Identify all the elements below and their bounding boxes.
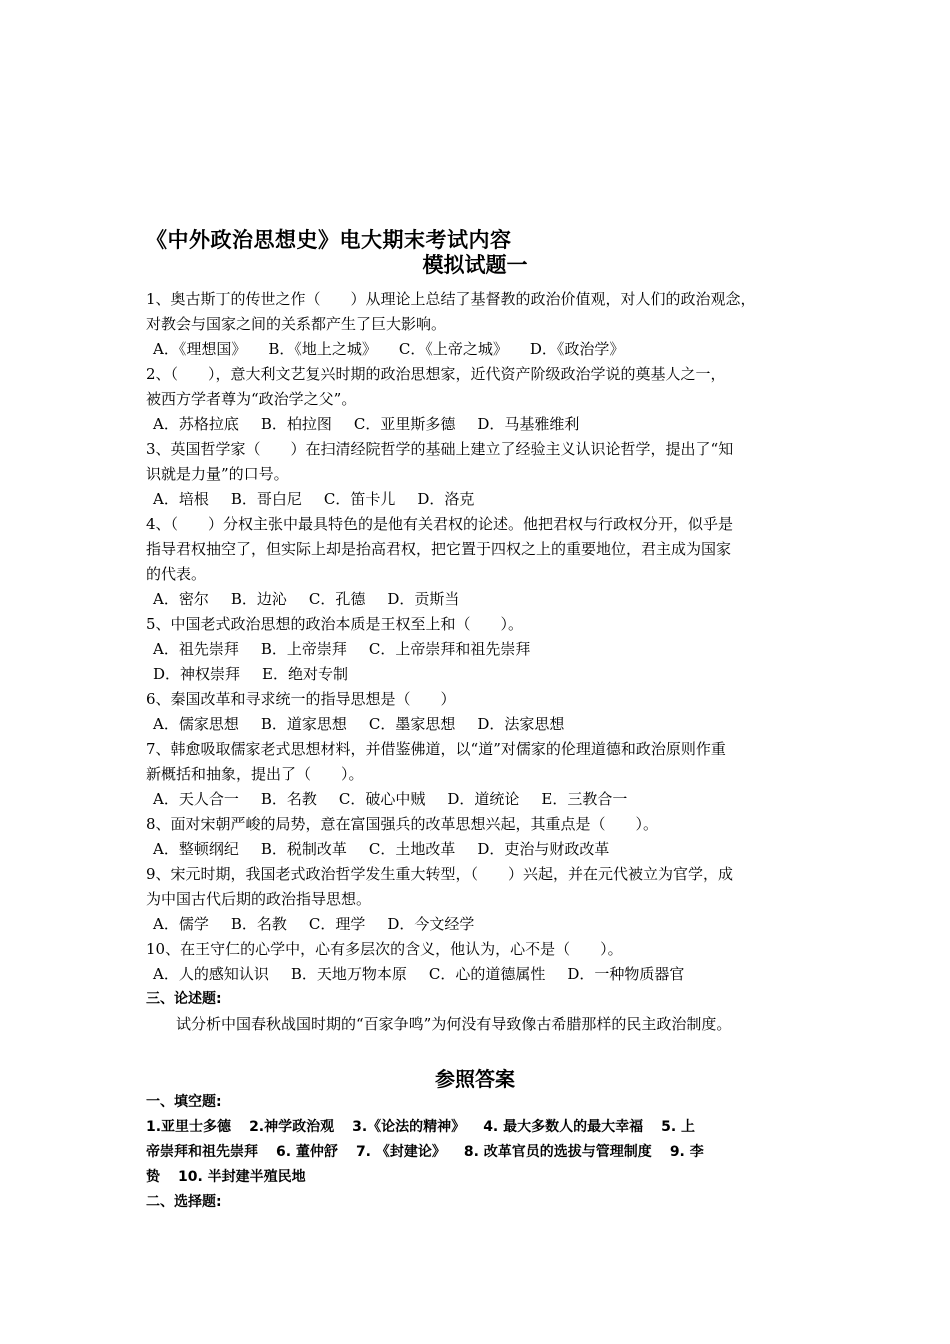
option-choice: D．吏治与财政改革 — [477, 840, 610, 858]
option-choice: D．道统论 — [447, 790, 520, 808]
fill-answer: 8. 改革官员的选拔与管理制度 — [463, 1144, 652, 1160]
question-text: 10、在王守仁的心学中，心有多层次的含义，他认为，心不是（ ）。 — [146, 940, 623, 958]
question-text: 2、（ ），意大利文艺复兴时期的政治思想家，近代资产阶级政治学说的奠基人之一， — [146, 365, 726, 383]
option-choice: C．墨家思想 — [368, 715, 456, 733]
answers-section — [146, 1090, 816, 1215]
question-text: 8、面对宋朝严峻的局势，意在富国强兵的改革思想兴起，其重点是（ ）。 — [146, 815, 659, 833]
option-choice: B．哥白尼 — [230, 490, 302, 508]
option-choice: B．税制改革 — [260, 840, 347, 858]
fill-answer: 5. 上 — [661, 1119, 696, 1135]
question-text: 识就是力量”的口号。 — [146, 465, 289, 483]
question-text: 5、中国老式政治思想的政治本质是王权至上和（ ）。 — [146, 615, 524, 633]
option-choice: E．三教合一 — [541, 790, 628, 808]
question-text: 9、宋元时期，我国老式政治哲学发生重大转型，（ ）兴起，并在元代被立为官学，成 — [146, 865, 734, 883]
question-text: 对教会与国家之间的关系都产生了巨大影响。 — [146, 315, 447, 333]
fill-answer: 9. 李 — [669, 1144, 704, 1160]
question-text: 被西方学者尊为“政治学之父”。 — [146, 390, 357, 408]
fill-answer-line — [146, 1115, 816, 1140]
option-choice: A．儒学 — [153, 915, 209, 933]
option-choice: A．人的感知认识 — [153, 965, 269, 983]
question-options — [146, 662, 816, 687]
option-choice: D．一种物质器官 — [567, 965, 685, 983]
fill-answer: 6. 董仲舒 — [276, 1144, 338, 1160]
fill-answer: 7. 《封建论》 — [355, 1144, 446, 1160]
answers-title: 参照答案 — [435, 1067, 515, 1091]
question-text: 指导君权抽空了，但实际上却是抬高君权，把它置于四权之上的重要地位，君主成为国家 — [146, 540, 732, 558]
option-choice: D．马基雅维利 — [477, 415, 580, 433]
document-title: 《中外政治思想史》电大期末考试内容 — [146, 228, 512, 252]
option-choice: C．上帝崇拜和祖先崇拜 — [368, 640, 531, 658]
option-choice: A．《理想国》 — [153, 340, 247, 358]
option-choice: A．祖先崇拜 — [153, 640, 239, 658]
option-choice: B．边沁 — [230, 590, 287, 608]
option-choice: B．名教 — [260, 790, 317, 808]
option-choice: A．天人合一 — [153, 790, 239, 808]
essay-heading: 三、论述题: — [146, 991, 222, 1007]
question-text: 为中国古代后期的政治指导思想。 — [146, 890, 372, 908]
question-options — [146, 412, 816, 437]
option-choice: C．土地改革 — [368, 840, 456, 858]
fill-heading: 一、填空题: — [146, 1094, 222, 1110]
option-choice: B．道家思想 — [260, 715, 347, 733]
fill-answer: 10. 半封建半殖民地 — [178, 1169, 306, 1185]
option-choice: A．儒家思想 — [153, 715, 239, 733]
option-choice: D．法家思想 — [477, 715, 565, 733]
option-choice: B．上帝崇拜 — [260, 640, 347, 658]
option-choice: C．孔德 — [308, 590, 366, 608]
question-text: 1、奥古斯丁的传世之作（ ）从理论上总结了基督教的政治价值观，对人们的政治观念， — [146, 290, 756, 308]
option-choice: D．洛克 — [417, 490, 475, 508]
question-text: 新概括和抽象，提出了（ ）。 — [146, 765, 364, 783]
document-subtitle: 模拟试题一 — [422, 253, 528, 277]
option-choice: D．《政治学》 — [529, 340, 625, 358]
option-choice: D．今文经学 — [387, 915, 475, 933]
question-text: 4、（ ）分权主张中最具特色的是他有关君权的论述。他把君权与行政权分开，似乎是 — [146, 515, 734, 533]
question-options — [146, 637, 816, 662]
question-text: 的代表。 — [146, 565, 207, 583]
option-choice: A．苏格拉底 — [153, 415, 239, 433]
fill-answer: 4. 最大多数人的最大幸福 — [483, 1119, 644, 1135]
option-choice: B．《地上之城》 — [268, 340, 377, 358]
option-choice: C．《上帝之城》 — [398, 340, 508, 358]
question-options — [146, 337, 816, 362]
option-choice: C．理学 — [308, 915, 366, 933]
question-options — [146, 487, 816, 512]
fill-answer: 贽 — [146, 1169, 160, 1185]
option-choice: A．整顿纲纪 — [153, 840, 239, 858]
question-options — [146, 712, 816, 737]
fill-answer-line — [146, 1165, 816, 1190]
question-text: 3、英国哲学家（ ）在扫清经院哲学的基础上建立了经验主义认识论哲学，提出了“知 — [146, 440, 734, 458]
choice-heading: 二、选择题: — [146, 1194, 222, 1210]
question-options — [146, 912, 816, 937]
question-text: 7、韩愈吸取儒家老式思想材料，并借鉴佛道，以“道”对儒家的伦理道德和政治原则作重 — [146, 740, 726, 758]
questions-section — [146, 287, 816, 1037]
fill-answer: 1.亚里士多德 — [146, 1119, 232, 1135]
option-choice: C．破心中贼 — [338, 790, 426, 808]
option-choice: E．绝对专制 — [262, 665, 348, 683]
fill-answer: 2.神学政治观 — [249, 1119, 335, 1135]
option-choice: D．神权崇拜 — [153, 665, 241, 683]
question-text: 6、秦国改革和寻求统一的指导思想是（ ） — [146, 690, 456, 708]
option-choice: B．名教 — [230, 915, 287, 933]
question-options — [146, 587, 816, 612]
question-options — [146, 787, 816, 812]
option-choice: D．贡斯当 — [387, 590, 460, 608]
option-choice: C．心的道德属性 — [428, 965, 546, 983]
option-choice: A．培根 — [153, 490, 209, 508]
fill-answer: 帝崇拜和祖先崇拜 — [146, 1144, 258, 1160]
question-options — [146, 837, 816, 862]
option-choice: B．柏拉图 — [260, 415, 332, 433]
question-options — [146, 962, 816, 987]
option-choice: B．天地万物本原 — [290, 965, 407, 983]
fill-answer-line — [146, 1140, 816, 1165]
option-choice: A．密尔 — [153, 590, 209, 608]
option-choice: C．笛卡儿 — [323, 490, 396, 508]
option-choice: C．亚里斯多德 — [353, 415, 456, 433]
fill-answer: 3.《论法的精神》 — [352, 1119, 466, 1135]
fill-answers — [146, 1115, 816, 1190]
essay-question: 试分析中国春秋战国时期的“百家争鸣”为何没有导致像古希腊那样的民主政治制度。 — [176, 1015, 732, 1033]
